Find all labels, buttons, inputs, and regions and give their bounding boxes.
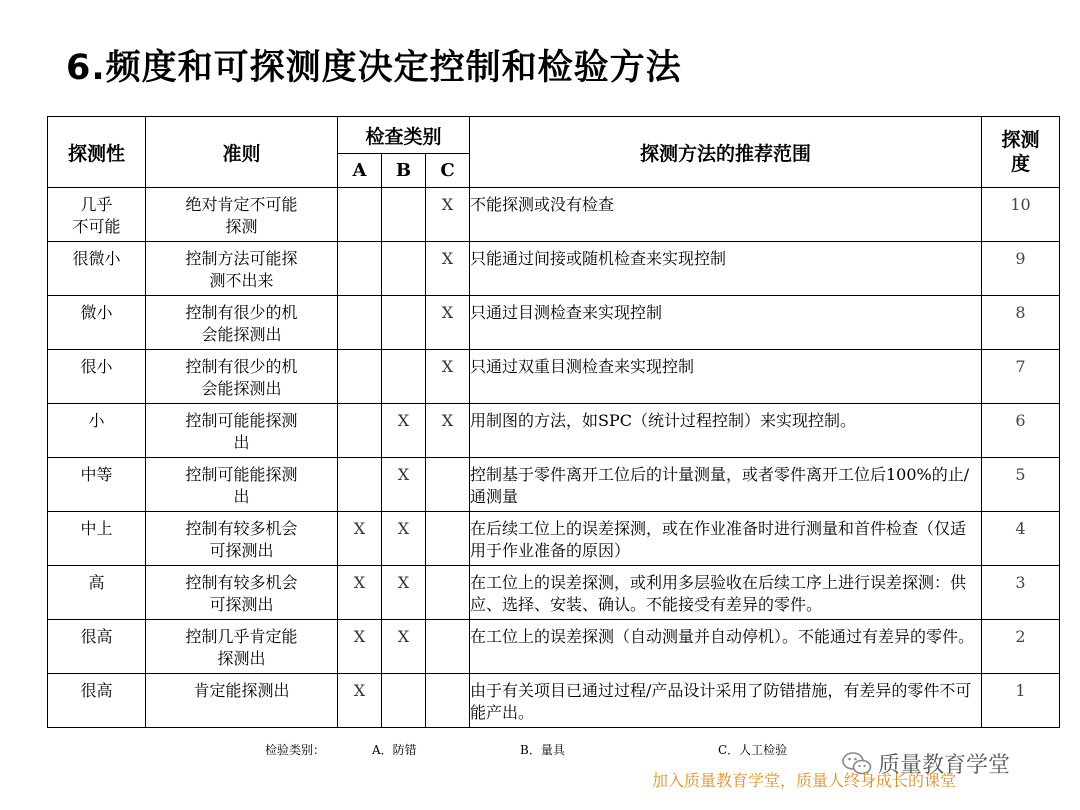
type-c-cell: X xyxy=(426,350,470,404)
type-b-cell: X xyxy=(382,458,426,512)
watermark-brand-text: 质量教育学堂 xyxy=(878,753,1011,778)
table-row xyxy=(48,242,1060,296)
type-a-cell xyxy=(338,404,382,458)
method-cell: 只能通过间接或随机检查来实现控制 xyxy=(470,242,982,296)
type-b-cell: X xyxy=(382,620,426,674)
header-inspection-type: 检查类别 xyxy=(338,117,470,154)
type-a-cell: X xyxy=(338,620,382,674)
type-b-cell: X xyxy=(382,404,426,458)
criteria-cell: 控制有较多机会 可探测出 xyxy=(146,566,338,620)
detection-degree-cell: 7 xyxy=(982,350,1060,404)
detection-degree-cell: 3 xyxy=(982,566,1060,620)
table-row xyxy=(48,296,1060,350)
header-type-a: A xyxy=(338,154,382,188)
table-row xyxy=(48,674,1060,728)
method-cell: 用制图的方法，如SPC（统计过程控制）来实现控制。 xyxy=(470,404,982,458)
type-b-cell: X xyxy=(382,566,426,620)
legend-c: C．人工检验 xyxy=(718,743,788,757)
method-cell: 控制基于零件离开工位后的计量测量，或者零件离开工位后100%的止/通测量 xyxy=(470,458,982,512)
detectability-cell: 微小 xyxy=(48,296,146,350)
detectability-cell: 很微小 xyxy=(48,242,146,296)
type-c-cell: X xyxy=(426,242,470,296)
detection-degree-cell: 8 xyxy=(982,296,1060,350)
detection-table xyxy=(47,116,1060,728)
criteria-cell: 控制可能能探测 出 xyxy=(146,404,338,458)
detectability-cell: 小 xyxy=(48,404,146,458)
detectability-cell: 很高 xyxy=(48,620,146,674)
type-a-cell xyxy=(338,458,382,512)
criteria-cell: 控制有很少的机 会能探测出 xyxy=(146,296,338,350)
header-detection-degree: 探测 度 xyxy=(982,117,1060,188)
type-b-cell xyxy=(382,296,426,350)
type-c-cell xyxy=(426,512,470,566)
header-detectability: 探测性 xyxy=(48,117,146,188)
type-a-cell xyxy=(338,350,382,404)
type-c-cell xyxy=(426,620,470,674)
detectability-cell: 很小 xyxy=(48,350,146,404)
type-c-cell: X xyxy=(426,296,470,350)
method-cell: 不能探测或没有检查 xyxy=(470,188,982,242)
header-type-c: C xyxy=(426,154,470,188)
type-b-cell xyxy=(382,350,426,404)
detectability-cell: 中等 xyxy=(48,458,146,512)
type-c-cell xyxy=(426,566,470,620)
table-body xyxy=(48,188,1060,728)
detection-degree-cell: 4 xyxy=(982,512,1060,566)
table-row xyxy=(48,188,1060,242)
detection-degree-cell: 5 xyxy=(982,458,1060,512)
watermark-slogan: 加入质量教育学堂，质量人终身成长的课堂 xyxy=(652,771,957,790)
table-row xyxy=(48,458,1060,512)
table-row xyxy=(48,404,1060,458)
criteria-cell: 控制可能能探测 出 xyxy=(146,458,338,512)
method-cell: 在工位上的误差探测（自动测量并自动停机）。不能通过有差异的零件。 xyxy=(470,620,982,674)
header-criteria: 准则 xyxy=(146,117,338,188)
method-cell: 只通过目测检查来实现控制 xyxy=(470,296,982,350)
detection-degree-cell: 6 xyxy=(982,404,1060,458)
legend-a: A．防错 xyxy=(372,743,417,757)
header-methods: 探测方法的推荐范围 xyxy=(470,117,982,188)
method-cell: 在工位上的误差探测，或利用多层验收在后续工序上进行误差探测：供应、选择、安装、确认。不能接受有差异的零件。 xyxy=(470,566,982,620)
type-c-cell: X xyxy=(426,404,470,458)
type-b-cell xyxy=(382,188,426,242)
criteria-cell: 控制方法可能探 测不出来 xyxy=(146,242,338,296)
table-row xyxy=(48,350,1060,404)
method-cell: 只通过双重目测检查来实现控制 xyxy=(470,350,982,404)
criteria-cell: 控制有很少的机 会能探测出 xyxy=(146,350,338,404)
detection-degree-cell: 10 xyxy=(982,188,1060,242)
table-row xyxy=(48,512,1060,566)
detectability-cell: 几乎 不可能 xyxy=(48,188,146,242)
type-a-cell xyxy=(338,188,382,242)
type-b-cell xyxy=(382,242,426,296)
type-c-cell xyxy=(426,674,470,728)
detectability-cell: 很高 xyxy=(48,674,146,728)
type-b-cell: X xyxy=(382,512,426,566)
detection-degree-cell: 2 xyxy=(982,620,1060,674)
method-cell: 由于有关项目已通过过程/产品设计采用了防错措施，有差异的零件不可能产出。 xyxy=(470,674,982,728)
criteria-cell: 绝对肯定不可能 探测 xyxy=(146,188,338,242)
detectability-cell: 高 xyxy=(48,566,146,620)
criteria-cell: 控制有较多机会 可探测出 xyxy=(146,512,338,566)
header-type-b: B xyxy=(382,154,426,188)
type-a-cell: X xyxy=(338,674,382,728)
page-title: 6.频度和可探测度决定控制和检验方法 xyxy=(66,48,682,88)
criteria-cell: 控制几乎肯定能 探测出 xyxy=(146,620,338,674)
type-c-cell xyxy=(426,458,470,512)
type-c-cell: X xyxy=(426,188,470,242)
detection-degree-cell: 1 xyxy=(982,674,1060,728)
detectability-cell: 中上 xyxy=(48,512,146,566)
legend-b: B．量具 xyxy=(520,743,565,757)
method-cell: 在后续工位上的误差探测，或在作业准备时进行测量和首件检查（仅适用于作业准备的原因） xyxy=(470,512,982,566)
table-row xyxy=(48,620,1060,674)
type-a-cell: X xyxy=(338,512,382,566)
type-a-cell xyxy=(338,242,382,296)
criteria-cell: 肯定能探测出 xyxy=(146,674,338,728)
type-b-cell xyxy=(382,674,426,728)
detection-degree-cell: 9 xyxy=(982,242,1060,296)
table-row xyxy=(48,566,1060,620)
legend-label: 检验类别： xyxy=(265,743,326,757)
type-a-cell: X xyxy=(338,566,382,620)
type-a-cell xyxy=(338,296,382,350)
